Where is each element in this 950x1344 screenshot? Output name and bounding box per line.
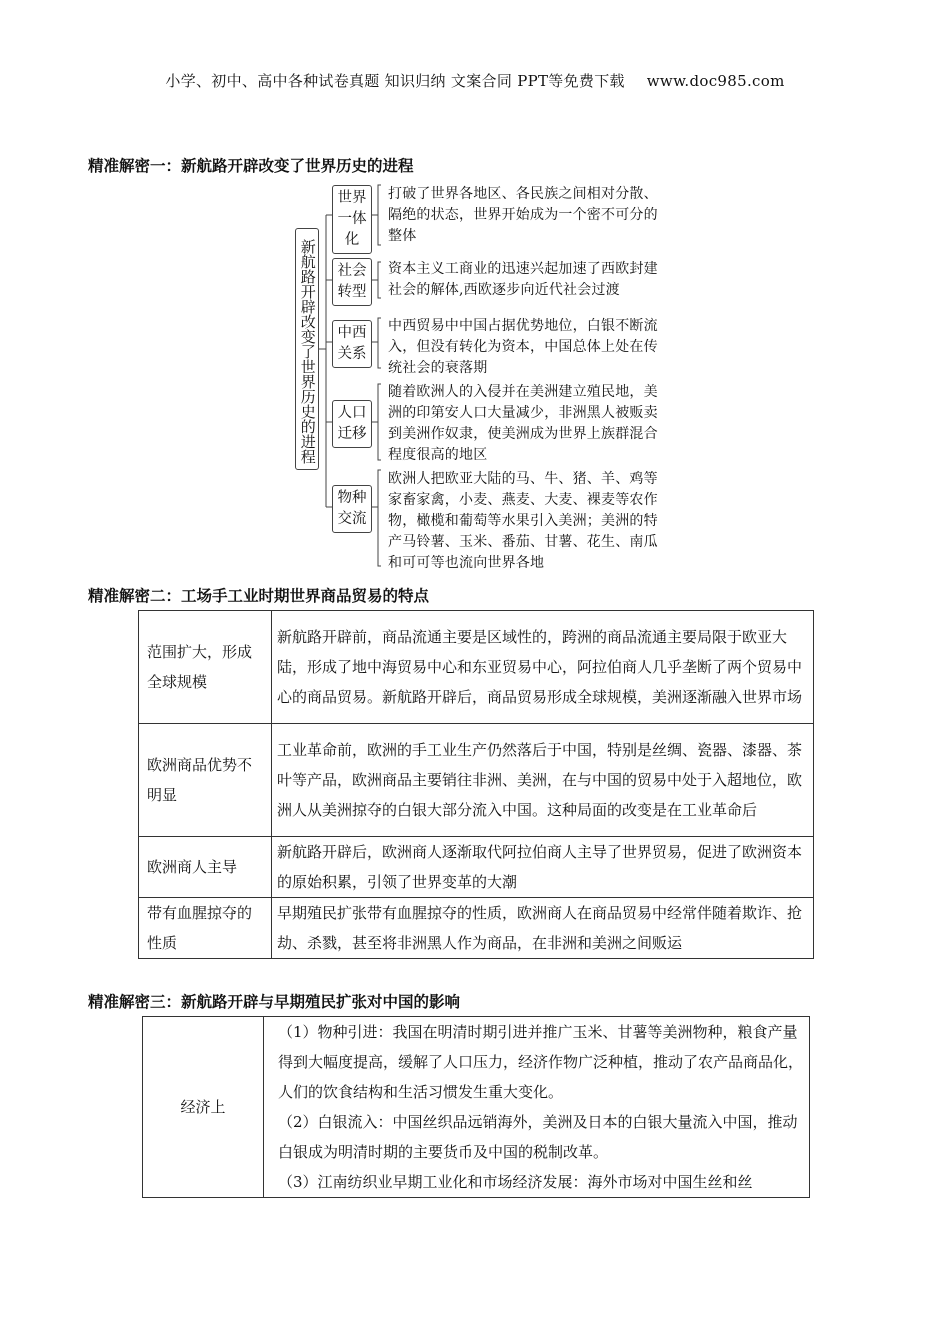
branch-node-sino-west: 中西关系 <box>332 320 372 368</box>
row-label: 欧洲商人主导 <box>139 837 272 898</box>
row-content: 早期殖民扩张带有血腥掠夺的性质，欧洲商人在商品贸易中经常伴随着欺诈、抢劫、杀戮，甚至将非洲黑人作为商品，在非洲和美洲之间贩运 <box>272 898 814 959</box>
row-content: 新航路开辟前，商品流通主要是区域性的，跨洲的商品流通主要局限于欧亚大陆，形成了地中海贸易中心和东亚贸易中心，阿拉伯商人几乎垄断了两个贸易中心的商品贸易。新航路开辟后，商品贸易形成全球规模，美洲逐渐融入世界市场 <box>272 611 814 724</box>
row-label: 欧洲商品优势不明显 <box>139 724 272 837</box>
row-content: 新航路开辟后，欧洲商人逐渐取代阿拉伯商人主导了世界贸易，促进了欧洲资本的原始积累，引领了世界变革的大潮 <box>272 837 814 898</box>
header-text: 小学、初中、高中各种试卷真题 知识归纳 文案合同 PPT等免费下载 <box>165 72 625 90</box>
header-url[interactable]: www.doc985.com <box>646 72 785 90</box>
row-content <box>264 1017 810 1198</box>
branch-node-world-integration: 世界一体化 <box>332 185 372 254</box>
table-row <box>139 898 814 959</box>
branch-desc-migration: 随着欧洲人的入侵并在美洲建立殖民地，美洲的印第安人口大量减少，非洲黑人被贩卖到美洲作奴隶，使美洲成为世界上族群混合程度很高的地区 <box>388 384 658 463</box>
section1-title: 精准解密一：新航路开辟改变了世界历史的进程 <box>88 157 414 175</box>
branch-desc-world-integration: 打破了世界各地区、各民族之间相对分散、隔绝的状态，世界开始成为一个密不可分的整体 <box>388 186 658 244</box>
paragraph-textile: （3）江南纺织业早期工业化和市场经济发展：海外市场对中国生丝和丝 <box>278 1173 753 1191</box>
table-row <box>139 837 814 898</box>
table-row <box>143 1017 810 1198</box>
table-row <box>139 724 814 837</box>
row-label: 范围扩大，形成全球规模 <box>139 611 272 724</box>
row-label: 经济上 <box>143 1017 264 1198</box>
paragraph-species: （1）物种引进：我国在明清时期引进并推广玉米、甘薯等美洲物种，粮食产量得到大幅度提高，缓解了人口压力，经济作物广泛种植，推动了农产品商品化，人们的饮食结构和生活习惯发生重大变化。 <box>278 1023 804 1101</box>
branch-desc-social-transition: 资本主义工商业的迅速兴起加速了西欧封建社会的解体,西欧逐步向近代社会过渡 <box>388 261 658 298</box>
china-impact-table <box>142 1016 810 1198</box>
table-row <box>139 611 814 724</box>
section2-title: 精准解密二：工场手工业时期世界商品贸易的特点 <box>88 587 430 605</box>
trade-features-table <box>138 610 814 959</box>
paragraph-silver: （2）白银流入：中国丝织品远销海外，美洲及日本的白银大量流入中国，推动白银成为明清时期的主要货币及中国的税制改革。 <box>278 1113 798 1161</box>
section3-title: 精准解密三：新航路开辟与早期殖民扩张对中国的影响 <box>88 993 461 1011</box>
branch-node-migration: 人口迁移 <box>332 400 372 448</box>
branch-node-social-transition: 社会转型 <box>332 258 372 306</box>
branch-desc-species-exchange: 欧洲人把欧亚大陆的马、牛、猪、羊、鸡等家畜家禽，小麦、燕麦、大麦、裸麦等农作物，橄榄和葡萄等水果引入美洲；美洲的特产马铃薯、玉米、番茄、甘薯、花生、南瓜和可可等也流向世界各地 <box>388 471 658 571</box>
root-node: 新航路开辟改变了世界历史的进程 <box>295 228 319 470</box>
branch-node-species-exchange: 物种交流 <box>332 485 372 533</box>
row-content: 工业革命前，欧洲的手工业生产仍然落后于中国，特别是丝绸、瓷器、漆器、茶叶等产品，欧洲商品主要销往非洲、美洲，在与中国的贸易中处于入超地位，欧洲人从美洲掠夺的白银大部分流入中国。这种局面的改变是在工业革命后 <box>272 724 814 837</box>
mindmap-diagram <box>0 0 950 580</box>
branch-desc-sino-west: 中西贸易中中国占据优势地位，白银不断流入，但没有转化为资本，中国总体上处在传统社会的衰落期 <box>388 318 658 376</box>
row-label: 带有血腥掠夺的性质 <box>139 898 272 959</box>
